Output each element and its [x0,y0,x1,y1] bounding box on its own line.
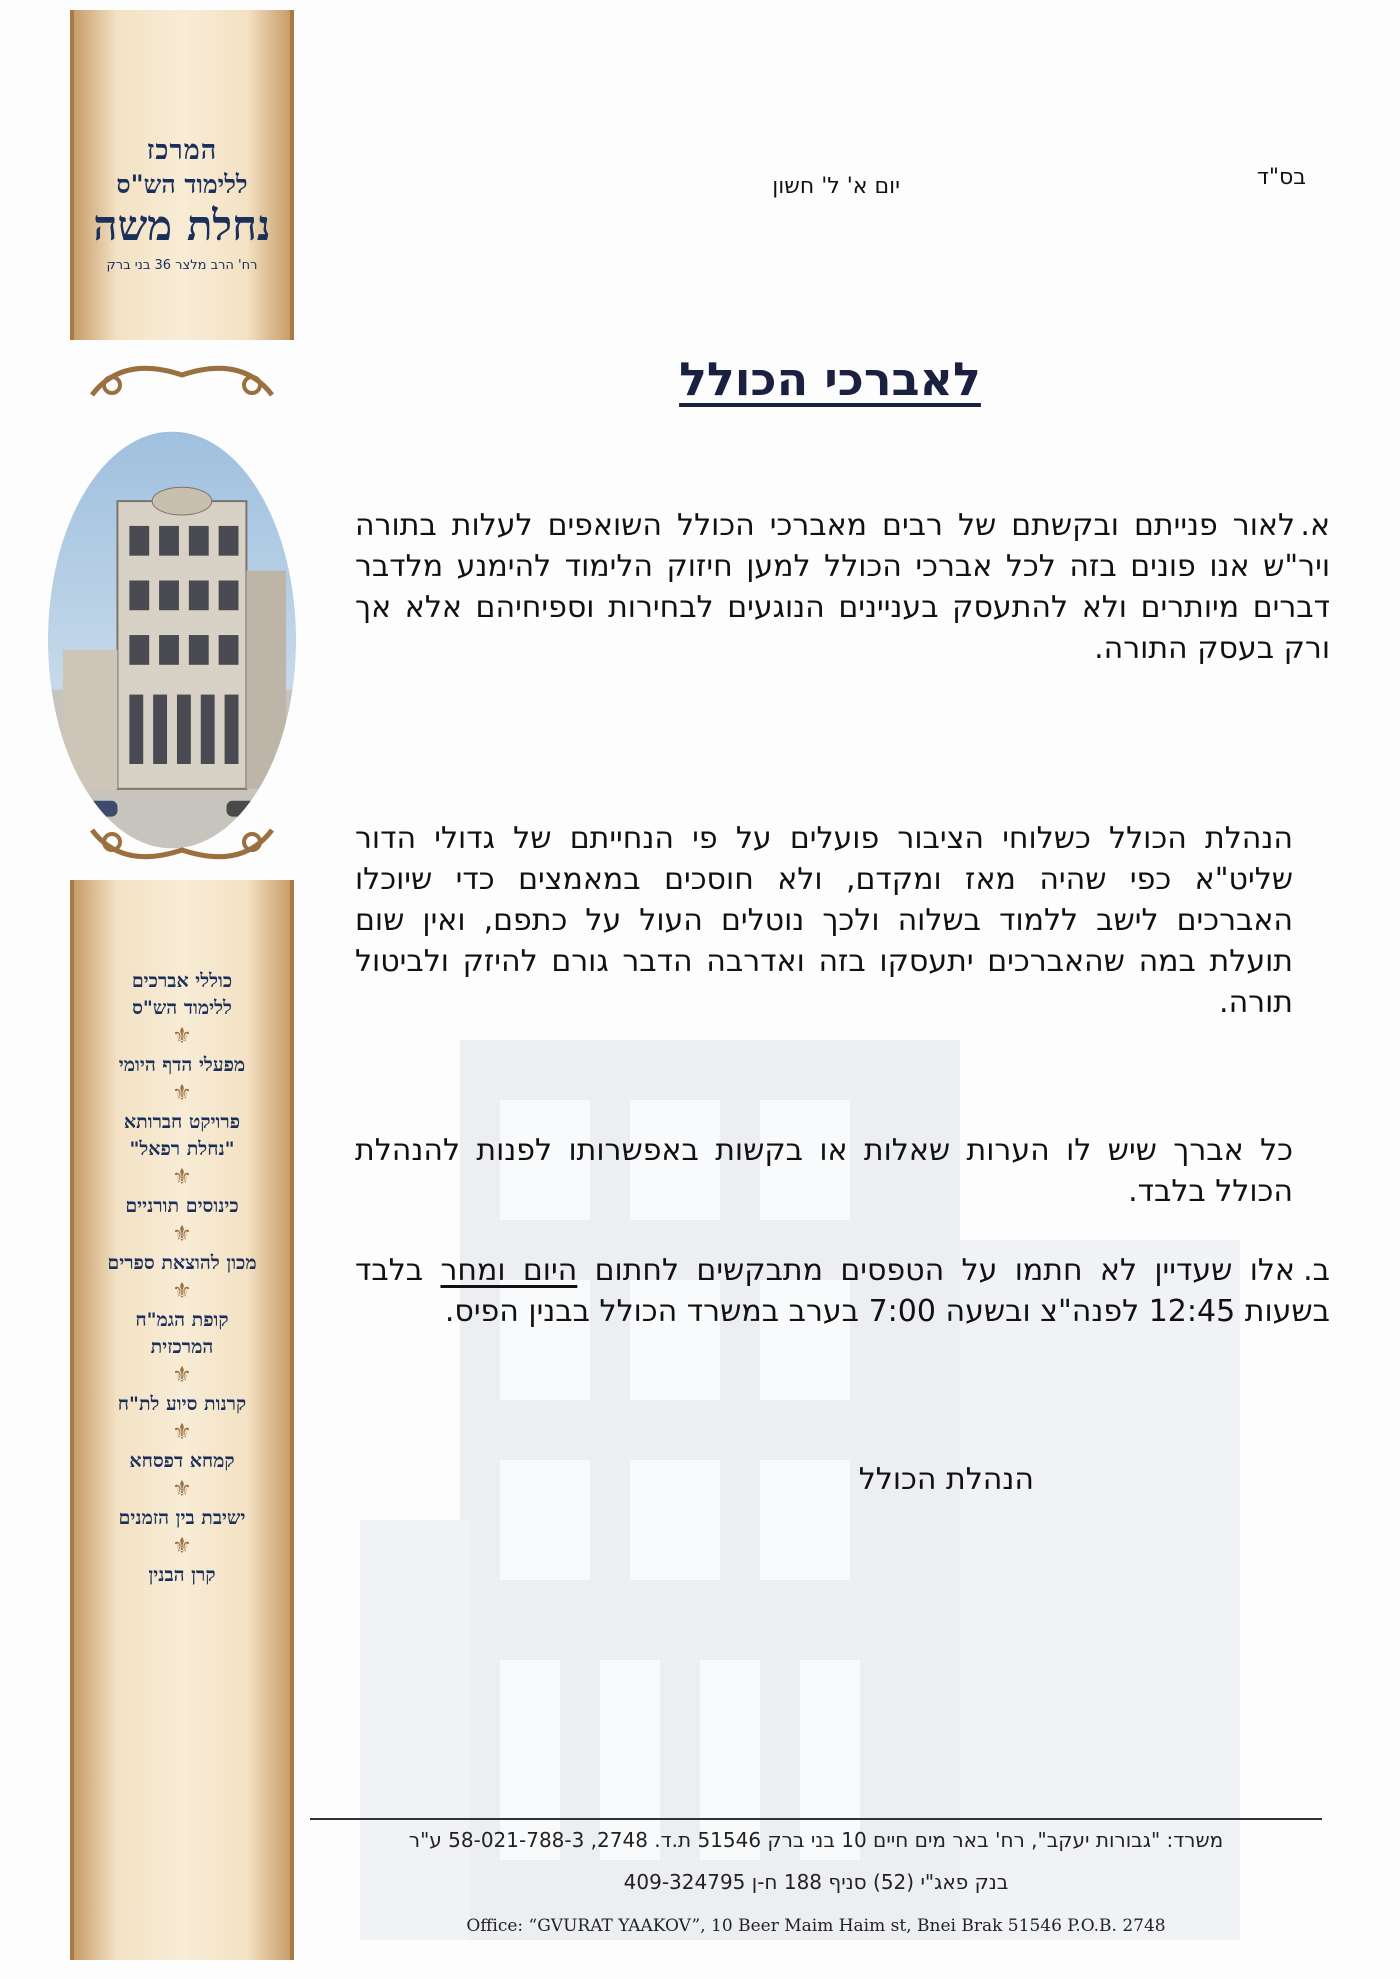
fleur-de-lis-icon: ⚜ [172,1081,192,1106]
sidebar-menu-item [78,1505,286,1532]
sidebar-menu-item-line: ישיבת בין הזמנים [118,1507,246,1529]
fleur-de-lis-icon: ⚜ [172,1222,192,1247]
fleur-de-lis-icon: ⚜ [172,1024,192,1049]
sidebar-menu-item-line: פרויקט חברותא [123,1111,241,1133]
footer-rule [310,1818,1322,1820]
organization-block [78,135,286,273]
fleur-de-lis-icon: ⚜ [172,1477,192,1502]
sidebar-menu [78,968,286,1589]
paragraph-b [355,1250,1330,1332]
sidebar-menu-item-line: קמחא דפסחא [129,1450,235,1472]
sidebar-menu-item [78,1448,286,1475]
sidebar-menu-item-line: קרנות סיוע לת"ח [117,1393,247,1415]
sidebar-menu-item [78,1307,286,1361]
sidebar-menu-item-line: קופת הגמ"ח [135,1309,229,1331]
fleur-de-lis-icon: ⚜ [172,1534,192,1559]
signature: הנהלת הכולל [858,1462,1034,1497]
paragraph-a-label: א. [1300,508,1330,543]
fleur-de-lis-icon: ⚜ [172,1279,192,1304]
sidebar-menu-item-line: המרכזית [150,1336,214,1358]
sidebar-menu-item-line: מכון להוצאת ספרים [107,1252,257,1274]
sidebar-menu-item-line: ללימוד הש"ס [132,997,232,1019]
footer-line2: בנק פאג"י (52) סניף 188 ח-ן 409-324795 [623,1870,1009,1894]
sidebar-menu-item-line: מפעלי הדף היומי [118,1054,246,1076]
scroll-ornament-top [82,345,282,405]
scroll-ornament-bottom [82,820,282,880]
org-line2: ללימוד הש"ס [116,170,248,199]
org-line1: המרכז [146,135,218,166]
paragraph-a-text: לאור פנייתם ובקשתם של רבים מאברכי הכולל השואפים לעלות בתורה ויר"ש אנו פונים בזה לכל אברכי הכולל למען חיזוק הלימוד להימנע מלדבר דברים מיותרים ולא להתעסק בעניינים הנוגעים לבחירות וספיחיהם אלא אך ורק בעסק התורה. [355,508,1330,666]
sidebar-menu-item-line: כינוסים תורניים [125,1195,239,1217]
org-name: נחלת משה [93,201,271,250]
paragraph-b-text-before: אלו שעדיין לא חתמו על הטפסים מתבקשים לחתום [594,1253,1295,1288]
sidebar-menu-item [78,1250,286,1277]
letter-title-wrap [330,352,1330,406]
sidebar-menu-item-line: כוללי אברכים [131,970,233,992]
paragraph-b-label: ב. [1303,1253,1330,1288]
hebrew-date: יום א' ל' חשון [772,174,900,199]
sidebar-menu-item [78,1193,286,1220]
paragraph-b-text-after: בלבד בשעות 12:45 לפנה"צ ובשעה 7:00 בערב במשרד הכולל בבנין הפיס. [355,1253,1330,1329]
sidebar-menu-item [78,1052,286,1079]
paragraph-b-underlined: היום ומחר [440,1253,578,1288]
footer-line3: Office: “GVURAT YAAKOV”, 10 Beer Maim Haim st, Bnei Brak 51546 P.O.B. 2748 [466,1916,1166,1936]
sidebar [58,10,306,1960]
sidebar-menu-item [78,1109,286,1163]
org-address: רח' הרב מלצר 36 בני ברק [106,258,258,273]
sidebar-menu-item [78,1391,286,1418]
fleur-de-lis-icon: ⚜ [172,1363,192,1388]
sidebar-menu-item [78,1562,286,1589]
paragraph-management: הנהלת הכולל כשלוחי הציבור פועלים על פי הנחייתם של גדולי הדור שליט"א כפי שהיה מאז ומקדם, ולא חוסכים במאמצים כדי שיוכלו האברכים לישב ללמוד בשלוה ולכך נוטלים העול על כתפם, ואין שום תועלת במה שהאברכים יתעסקו בזה ואדרבה הדבר גורם להיזק ולביטול תורה. [355,821,1293,1020]
footer-line1: משרד: "גבורות יעקב", רח' באר מים חיים 10 בני ברק 51546 ת.ד. 2748, 58-021-788-3 ע"ר [408,1828,1224,1852]
fleur-de-lis-icon: ⚜ [172,1165,192,1190]
sidebar-menu-item-line: "נחלת רפאל" [129,1138,235,1160]
building-photo [48,430,296,850]
letter-title: לאברכי הכולל [679,352,981,406]
sidebar-menu-item-line: קרן הבנין [148,1564,216,1586]
bsd-mark: בס"ד [1256,165,1306,190]
fleur-de-lis-icon: ⚜ [172,1420,192,1445]
paragraph-a [355,505,1330,669]
paragraph-contact: כל אברך שיש לו הערות שאלות או בקשות באפשרותו לפנות להנהלת הכולל בלבד. [355,1133,1293,1209]
letter-body [330,0,1330,1979]
sidebar-menu-item [78,968,286,1022]
